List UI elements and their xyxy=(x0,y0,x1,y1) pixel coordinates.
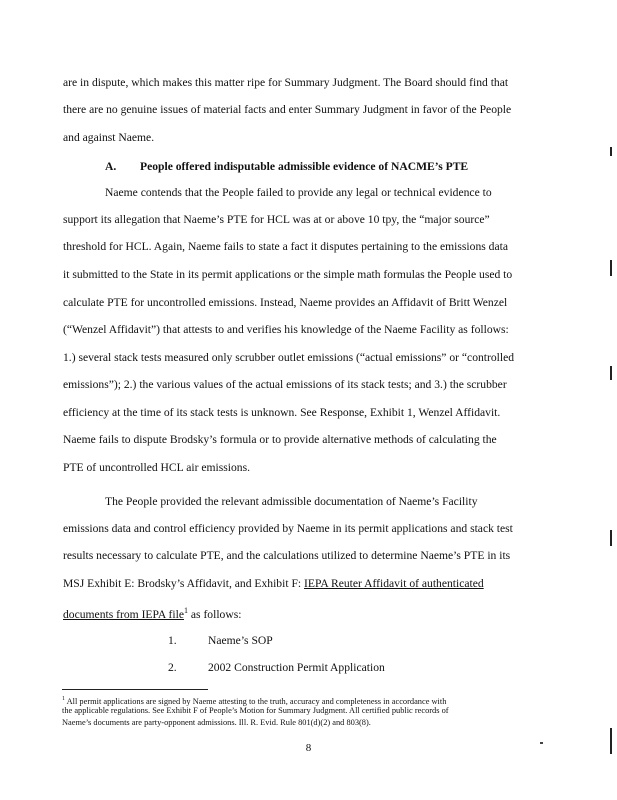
p2-line-8: emissions”); 2.) the various values of the actual emissions of its stack tests; and 3.) the scrubber xyxy=(63,378,507,391)
list-item-2-text: 2002 Construction Permit Application xyxy=(208,661,385,674)
footnote-line-3: Naeme’s documents are party-opponent admissions. Ill. R. Evid. Rule 801(d)(2) and 803(8). xyxy=(62,718,371,727)
footnote-line-1-text: All permit applications are signed by Naeme attesting to the truth, accuracy and completeness in accordance with xyxy=(65,696,447,706)
p2-line-11: PTE of uncontrolled HCL air emissions. xyxy=(63,461,250,474)
iepa-affidavit-reference: IEPA Reuter Affidavit of authenticated xyxy=(304,577,484,590)
p2-line-7: 1.) several stack tests measured only scrubber outlet emissions (“actual emissions” or “controlled xyxy=(63,351,515,364)
footnote-ref-1: 1 xyxy=(183,606,188,615)
scan-mark xyxy=(610,260,612,276)
p3-line-4 xyxy=(63,577,484,591)
p2-line-9: efficiency at the time of its stack tests is unknown. See Response, Exhibit 1, Wenzel Affidavit. xyxy=(63,406,501,419)
page-number: 8 xyxy=(305,742,312,754)
footnote-divider xyxy=(62,689,208,690)
p1-line-3: and against Naeme. xyxy=(63,131,155,144)
p2-line-4: it submitted to the State in its permit applications or the simple math formulas the People used to xyxy=(63,268,513,281)
p2-line-2: support its allegation that Naeme’s PTE for HCL was at or above 10 tpy, the “major source” xyxy=(63,213,490,226)
p2-line-1: Naeme contends that the People failed to provide any legal or technical evidence to xyxy=(105,186,492,199)
p2-line-6: (“Wenzel Affidavit”) that attests to and verifies his knowledge of the Naeme Facility as follows: xyxy=(63,323,509,336)
list-item-2-number: 2. xyxy=(168,661,177,674)
p1-line-2: there are no genuine issues of material facts and enter Summary Judgment in favor of the People xyxy=(63,103,512,116)
scan-mark xyxy=(610,147,612,156)
p2-line-5: calculate PTE for uncontrolled emissions. Instead, Naeme provides an Affidavit of Britt Wenzel xyxy=(63,296,508,309)
p2-line-3: threshold for HCL. Again, Naeme fails to state a fact it disputes pertaining to the emissions data xyxy=(63,240,508,253)
section-heading-label: A. xyxy=(105,160,117,173)
p3-line-2: emissions data and control efficiency provided by Naeme in its permit applications and stack test xyxy=(63,522,513,535)
p3-line-4-text: MSJ Exhibit E: Brodsky’s Affidavit, and Exhibit F: xyxy=(63,577,305,590)
footnote-line-2: the applicable regulations. See Exhibit F of People’s Motion for Summary Judgment. All certified public records of xyxy=(62,706,449,715)
footnote-line-1 xyxy=(62,694,446,707)
iepa-file-reference: documents from IEPA file xyxy=(63,607,184,621)
scan-mark xyxy=(610,366,612,380)
p3-line-3: results necessary to calculate PTE, and the calculations utilized to determine Naeme’s PTE in its xyxy=(63,549,511,562)
p1-line-1: are in dispute, which makes this matter ripe for Summary Judgment. The Board should find that xyxy=(63,76,509,89)
p3-line-5 xyxy=(63,604,241,622)
p3-line-5-text: as follows: xyxy=(187,607,242,621)
scan-dot xyxy=(540,742,543,744)
list-item-1-number: 1. xyxy=(168,634,177,647)
p2-line-10: Naeme fails to dispute Brodsky’s formula or to provide alternative methods of calculating the xyxy=(63,433,497,446)
p3-line-1: The People provided the relevant admissible documentation of Naeme’s Facility xyxy=(105,495,478,508)
scan-mark xyxy=(610,728,612,754)
footnote-marker: 1 xyxy=(62,696,65,702)
scan-mark xyxy=(610,530,612,546)
section-heading-text: People offered indisputable admissible evidence of NACME’s PTE xyxy=(140,160,469,173)
list-item-1-text: Naeme’s SOP xyxy=(208,634,273,647)
